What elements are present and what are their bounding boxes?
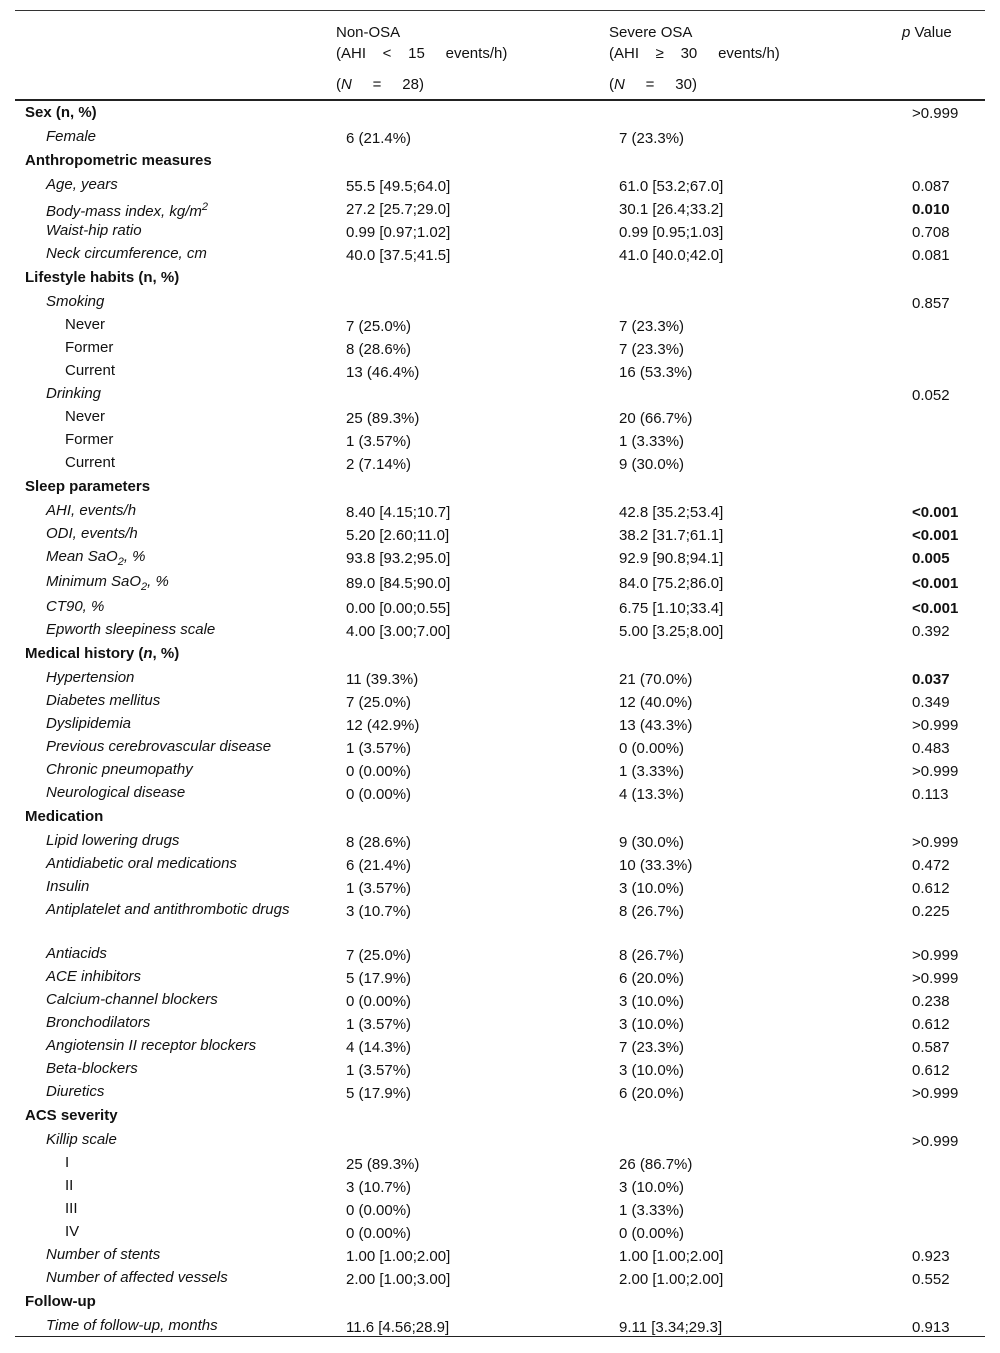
row-label: Never — [65, 316, 106, 333]
severe-osa-value — [619, 643, 912, 668]
p-value — [912, 806, 995, 831]
severe-osa-value: 0 (0.00%) — [619, 740, 685, 757]
p-value: 0.349 — [912, 694, 950, 711]
header-non-osa-criteria: (AHI < 15 events/h) — [336, 45, 508, 62]
row-label: Chronic pneumopathy — [46, 761, 193, 778]
non-osa-value: 0 (0.00%) — [346, 1202, 412, 1219]
row-label: ACS severity — [25, 1107, 118, 1124]
non-osa-value: 40.0 [37.5;41.5] — [346, 247, 451, 264]
row-label: Dyslipidemia — [46, 715, 132, 732]
table-row — [15, 572, 995, 597]
severe-osa-value: 3 (10.0%) — [619, 1062, 685, 1079]
p-value: >0.999 — [912, 834, 959, 851]
p-value: 0.708 — [912, 224, 950, 241]
p-value — [912, 643, 995, 668]
severe-osa-value: 10 (33.3%) — [619, 857, 693, 874]
non-osa-value: 1 (3.57%) — [346, 880, 412, 897]
table-row — [15, 877, 995, 900]
table-row — [15, 244, 995, 267]
row-label: Age, years — [46, 176, 118, 193]
row-label: Follow-up — [25, 1293, 96, 1310]
table-row — [15, 1222, 995, 1245]
non-osa-value: 25 (89.3%) — [346, 1156, 420, 1173]
non-osa-value: 8.40 [4.15;10.7] — [346, 504, 451, 521]
severe-osa-value — [619, 476, 912, 501]
table-row — [15, 831, 995, 854]
row-label: Time of follow-up, months — [46, 1317, 218, 1334]
row-label: Beta-blockers — [46, 1060, 138, 1077]
header-severe-osa — [609, 22, 780, 95]
row-label: Insulin — [46, 878, 90, 895]
severe-osa-value: 9 (30.0%) — [619, 456, 685, 473]
severe-osa-value: 20 (66.7%) — [619, 410, 693, 427]
severe-osa-value — [619, 150, 912, 175]
non-osa-value: 0.99 [0.97;1.02] — [346, 224, 451, 241]
row-label: Smoking — [46, 293, 105, 310]
header-non-osa-n: (N = 28) — [336, 76, 424, 93]
section-row — [15, 150, 995, 175]
table-row — [15, 737, 995, 760]
p-value: >0.999 — [912, 105, 959, 122]
severe-osa-value: 41.0 [40.0;42.0] — [619, 247, 724, 264]
table-row — [15, 1176, 995, 1199]
section-row — [15, 102, 995, 127]
table-row — [15, 198, 995, 221]
table-row — [15, 361, 995, 384]
table-row — [15, 783, 995, 806]
header-p-label: Value — [910, 24, 952, 41]
severe-osa-value: 16 (53.3%) — [619, 364, 693, 381]
severe-osa-value: 1 (3.33%) — [619, 433, 685, 450]
table-row — [15, 292, 995, 315]
severe-osa-value: 12 (40.0%) — [619, 694, 693, 711]
severe-osa-value — [619, 267, 912, 292]
row-label: Epworth sleepiness scale — [46, 621, 216, 638]
severe-osa-value — [619, 1105, 912, 1130]
p-value: 0.087 — [912, 178, 950, 195]
p-value — [912, 267, 995, 292]
p-value — [912, 127, 995, 150]
severe-osa-value: 26 (86.7%) — [619, 1156, 693, 1173]
table-row — [15, 990, 995, 1013]
non-osa-value: 1 (3.57%) — [346, 1062, 412, 1079]
p-value: >0.999 — [912, 1085, 959, 1102]
p-value: >0.999 — [912, 763, 959, 780]
p-value: >0.999 — [912, 970, 959, 987]
non-osa-value: 7 (25.0%) — [346, 947, 412, 964]
non-osa-value: 5 (17.9%) — [346, 1085, 412, 1102]
row-label: Mean SaO$_2$, % — [46, 548, 146, 568]
non-osa-value: 0 (0.00%) — [346, 1225, 412, 1242]
severe-osa-value: 3 (10.0%) — [619, 1179, 685, 1196]
severe-osa-value — [619, 384, 912, 407]
non-osa-value: 12 (42.9%) — [346, 717, 420, 734]
table-row — [15, 1082, 995, 1105]
row-label: Antiacids — [46, 945, 107, 962]
table-top-rule — [15, 10, 985, 11]
severe-osa-value: 9 (30.0%) — [619, 834, 685, 851]
table-row — [15, 760, 995, 783]
severe-osa-value — [619, 806, 912, 831]
severe-osa-value: 42.8 [35.2;53.4] — [619, 504, 724, 521]
header-non-osa — [336, 22, 507, 95]
table-row — [15, 967, 995, 990]
header-severe-osa-n: (N = 30) — [609, 76, 697, 93]
table-row — [15, 453, 995, 476]
p-value — [912, 476, 995, 501]
severe-osa-value: 4 (13.3%) — [619, 786, 685, 803]
table-row — [15, 338, 995, 361]
section-row — [15, 806, 995, 831]
non-osa-value: 11.6 [4.56;28.9] — [346, 1319, 450, 1336]
non-osa-value: 6 (21.4%) — [346, 130, 412, 147]
p-value: <0.001 — [912, 504, 959, 521]
table-bottom-rule — [15, 1336, 985, 1337]
non-osa-value: 4 (14.3%) — [346, 1039, 412, 1056]
severe-osa-value: 6 (20.0%) — [619, 970, 685, 987]
p-value: 0.238 — [912, 993, 950, 1010]
non-osa-value: 1 (3.57%) — [346, 740, 412, 757]
row-label: Calcium-channel blockers — [46, 991, 218, 1008]
p-value — [912, 1105, 995, 1130]
table-row — [15, 668, 995, 691]
non-osa-value: 6 (21.4%) — [346, 857, 412, 874]
non-osa-value — [346, 384, 619, 407]
table-row — [15, 384, 995, 407]
severe-osa-value: 30.1 [26.4;33.2] — [619, 201, 724, 218]
p-value — [912, 361, 995, 384]
non-osa-value: 8 (28.6%) — [346, 341, 412, 358]
non-osa-value: 0 (0.00%) — [346, 786, 412, 803]
header-p-italic: p — [902, 24, 911, 41]
row-label: III — [65, 1200, 78, 1217]
non-osa-value — [346, 476, 619, 501]
p-value: 0.612 — [912, 880, 950, 897]
p-value: <0.001 — [912, 600, 959, 617]
row-label: Current — [65, 454, 116, 471]
non-osa-value: 89.0 [84.5;90.0] — [346, 575, 451, 592]
table-row — [15, 315, 995, 338]
severe-osa-value: 9.11 [3.34;29.3] — [619, 1319, 723, 1336]
table-row — [15, 900, 995, 944]
non-osa-value: 93.8 [93.2;95.0] — [346, 550, 451, 567]
p-value — [912, 1222, 995, 1245]
table-row — [15, 407, 995, 430]
non-osa-value: 1 (3.57%) — [346, 433, 412, 450]
non-osa-value: 3 (10.7%) — [346, 1179, 412, 1196]
non-osa-value: 3 (10.7%) — [346, 903, 412, 920]
table-row — [15, 221, 995, 244]
non-osa-value — [346, 150, 619, 175]
row-label: Medical history (n, %) — [25, 645, 180, 662]
table-row — [15, 1153, 995, 1176]
non-osa-value — [346, 1105, 619, 1130]
table-row — [15, 524, 995, 547]
table-row — [15, 597, 995, 620]
severe-osa-value: 0 (0.00%) — [619, 1225, 685, 1242]
p-value — [912, 1176, 995, 1199]
non-osa-value — [346, 1291, 619, 1316]
row-label: Former — [65, 339, 114, 356]
p-value: 0.587 — [912, 1039, 950, 1056]
p-value — [912, 1153, 995, 1176]
p-value — [912, 453, 995, 476]
severe-osa-value: 6.75 [1.10;33.4] — [619, 600, 724, 617]
table-row — [15, 175, 995, 198]
row-label: Number of stents — [46, 1246, 161, 1263]
p-value: >0.999 — [912, 1133, 959, 1150]
row-label: I — [65, 1154, 70, 1171]
p-value: 0.113 — [912, 786, 949, 803]
p-value: 0.005 — [912, 550, 950, 567]
non-osa-value: 0 (0.00%) — [346, 763, 412, 780]
row-label: Anthropometric measures — [25, 152, 212, 169]
severe-osa-value: 3 (10.0%) — [619, 993, 685, 1010]
header-severe-osa-criteria: (AHI ≥ 30 events/h) — [609, 45, 780, 62]
severe-osa-value: 7 (23.3%) — [619, 318, 685, 335]
table-row — [15, 547, 995, 572]
severe-osa-value: 7 (23.3%) — [619, 1039, 685, 1056]
row-label: II — [65, 1177, 74, 1194]
p-value: >0.999 — [912, 947, 959, 964]
non-osa-value: 5.20 [2.60;11.0] — [346, 527, 450, 544]
severe-osa-value — [619, 1291, 912, 1316]
severe-osa-value — [619, 102, 912, 127]
row-label: Number of affected vessels — [46, 1269, 228, 1286]
row-label: Antidiabetic oral medications — [46, 855, 237, 872]
p-value — [912, 150, 995, 175]
p-value — [912, 1291, 995, 1316]
table-row — [15, 1268, 995, 1291]
row-label: ODI, events/h — [46, 525, 138, 542]
severe-osa-value: 1 (3.33%) — [619, 763, 685, 780]
table-header — [15, 18, 985, 100]
severe-osa-value: 92.9 [90.8;94.1] — [619, 550, 724, 567]
non-osa-value: 1.00 [1.00;2.00] — [346, 1248, 451, 1265]
non-osa-value — [346, 102, 619, 127]
table-row — [15, 1036, 995, 1059]
table-row — [15, 1199, 995, 1222]
p-value — [912, 338, 995, 361]
non-osa-value: 27.2 [25.7;29.0] — [346, 201, 451, 218]
table-row — [15, 127, 995, 150]
section-row — [15, 267, 995, 292]
header-p-value — [902, 22, 952, 43]
p-value: 0.913 — [912, 1319, 950, 1336]
p-value — [912, 407, 995, 430]
severe-osa-value: 38.2 [31.7;61.1] — [619, 527, 724, 544]
row-label: Killip scale — [46, 1131, 117, 1148]
non-osa-value: 11 (39.3%) — [346, 671, 419, 688]
row-label: Sleep parameters — [25, 478, 151, 495]
p-value — [912, 430, 995, 453]
non-osa-value: 13 (46.4%) — [346, 364, 420, 381]
non-osa-value: 0.00 [0.00;0.55] — [346, 600, 451, 617]
p-value: 0.081 — [912, 247, 950, 264]
row-label: Previous cerebrovascular disease — [46, 738, 272, 755]
severe-osa-value: 1 (3.33%) — [619, 1202, 685, 1219]
table-row — [15, 501, 995, 524]
p-value: 0.472 — [912, 857, 950, 874]
row-label: Body-mass index, $kg/m^2$ — [46, 201, 209, 220]
p-value: 0.225 — [912, 903, 950, 920]
table-row — [15, 1013, 995, 1036]
severe-osa-value: 1.00 [1.00;2.00] — [619, 1248, 724, 1265]
non-osa-value: 55.5 [49.5;64.0] — [346, 178, 451, 195]
table-row — [15, 620, 995, 643]
row-label: Diuretics — [46, 1083, 105, 1100]
severe-osa-value: 6 (20.0%) — [619, 1085, 685, 1102]
p-value: 0.483 — [912, 740, 950, 757]
row-label: Diabetes mellitus — [46, 692, 161, 709]
data-table — [15, 102, 995, 1339]
p-value — [912, 315, 995, 338]
non-osa-value — [346, 806, 619, 831]
severe-osa-value — [619, 292, 912, 315]
non-osa-value — [346, 1130, 619, 1153]
non-osa-value: 7 (25.0%) — [346, 318, 412, 335]
non-osa-value: 7 (25.0%) — [346, 694, 412, 711]
row-label: Angiotensin II receptor blockers — [46, 1037, 257, 1054]
row-label: IV — [65, 1223, 80, 1240]
severe-osa-value: 3 (10.0%) — [619, 1016, 685, 1033]
severe-osa-value: 0.99 [0.95;1.03] — [619, 224, 724, 241]
non-osa-value: 4.00 [3.00;7.00] — [346, 623, 451, 640]
section-row — [15, 1291, 995, 1316]
severe-osa-value: 7 (23.3%) — [619, 341, 685, 358]
p-value: 0.923 — [912, 1248, 950, 1265]
row-label: Drinking — [46, 385, 102, 402]
row-label: CT90, % — [46, 598, 105, 615]
p-value: 0.037 — [912, 671, 950, 688]
row-label: Lifestyle habits (n, %) — [25, 269, 180, 286]
p-value: 0.612 — [912, 1062, 950, 1079]
severe-osa-value: 84.0 [75.2;86.0] — [619, 575, 724, 592]
table-body — [15, 102, 995, 1339]
p-value: 0.052 — [912, 387, 950, 404]
severe-osa-value: 21 (70.0%) — [619, 671, 693, 688]
table-header-rule — [15, 99, 985, 101]
row-label: Lipid lowering drugs — [46, 832, 180, 849]
severe-osa-value: 7 (23.3%) — [619, 130, 685, 147]
header-non-osa-title: Non-OSA — [336, 24, 401, 41]
row-label: Former — [65, 431, 114, 448]
row-label: AHI, events/h — [46, 502, 137, 519]
table-row — [15, 1245, 995, 1268]
table-row — [15, 944, 995, 967]
table-row — [15, 1130, 995, 1153]
p-value: <0.001 — [912, 527, 959, 544]
table-row — [15, 1059, 995, 1082]
non-osa-value: 0 (0.00%) — [346, 993, 412, 1010]
table-row — [15, 430, 995, 453]
row-label: Neck circumference, cm — [46, 245, 207, 262]
non-osa-value — [346, 643, 619, 668]
p-value: 0.857 — [912, 295, 950, 312]
severe-osa-value: 2.00 [1.00;2.00] — [619, 1271, 724, 1288]
table-row — [15, 714, 995, 737]
p-value: <0.001 — [912, 575, 959, 592]
section-row — [15, 1105, 995, 1130]
row-label: Neurological disease — [46, 784, 186, 801]
non-osa-value: 25 (89.3%) — [346, 410, 420, 427]
row-label: Minimum SaO$_2$, % — [46, 573, 169, 593]
severe-osa-value: 8 (26.7%) — [619, 903, 685, 920]
p-value — [912, 1199, 995, 1222]
row-label: Never — [65, 408, 106, 425]
p-value: 0.612 — [912, 1016, 950, 1033]
row-label: Female — [46, 128, 97, 145]
severe-osa-value: 8 (26.7%) — [619, 947, 685, 964]
non-osa-value: 2.00 [1.00;3.00] — [346, 1271, 451, 1288]
non-osa-value — [346, 267, 619, 292]
section-row — [15, 643, 995, 668]
row-label: Medication — [25, 808, 104, 825]
severe-osa-value: 61.0 [53.2;67.0] — [619, 178, 724, 195]
non-osa-value — [346, 292, 619, 315]
severe-osa-value: 3 (10.0%) — [619, 880, 685, 897]
row-label: Waist-hip ratio — [46, 222, 142, 239]
row-label: Bronchodilators — [46, 1014, 151, 1031]
severe-osa-value: 5.00 [3.25;8.00] — [619, 623, 724, 640]
table-row — [15, 854, 995, 877]
row-label: ACE inhibitors — [46, 968, 142, 985]
non-osa-value: 5 (17.9%) — [346, 970, 412, 987]
p-value: >0.999 — [912, 717, 959, 734]
row-label: Sex (n, %) — [25, 104, 97, 121]
severe-osa-value — [619, 1130, 912, 1153]
header-severe-osa-title: Severe OSA — [609, 24, 693, 41]
p-value: 0.552 — [912, 1271, 950, 1288]
row-label: Current — [65, 362, 116, 379]
p-value: 0.392 — [912, 623, 950, 640]
row-label: Hypertension — [46, 669, 135, 686]
row-label: Antiplatelet and antithrombotic drugs — [46, 901, 290, 918]
severe-osa-value: 13 (43.3%) — [619, 717, 693, 734]
non-osa-value: 2 (7.14%) — [346, 456, 412, 473]
section-row — [15, 476, 995, 501]
table-row — [15, 691, 995, 714]
non-osa-value: 8 (28.6%) — [346, 834, 412, 851]
non-osa-value: 1 (3.57%) — [346, 1016, 412, 1033]
p-value: 0.010 — [912, 201, 950, 218]
